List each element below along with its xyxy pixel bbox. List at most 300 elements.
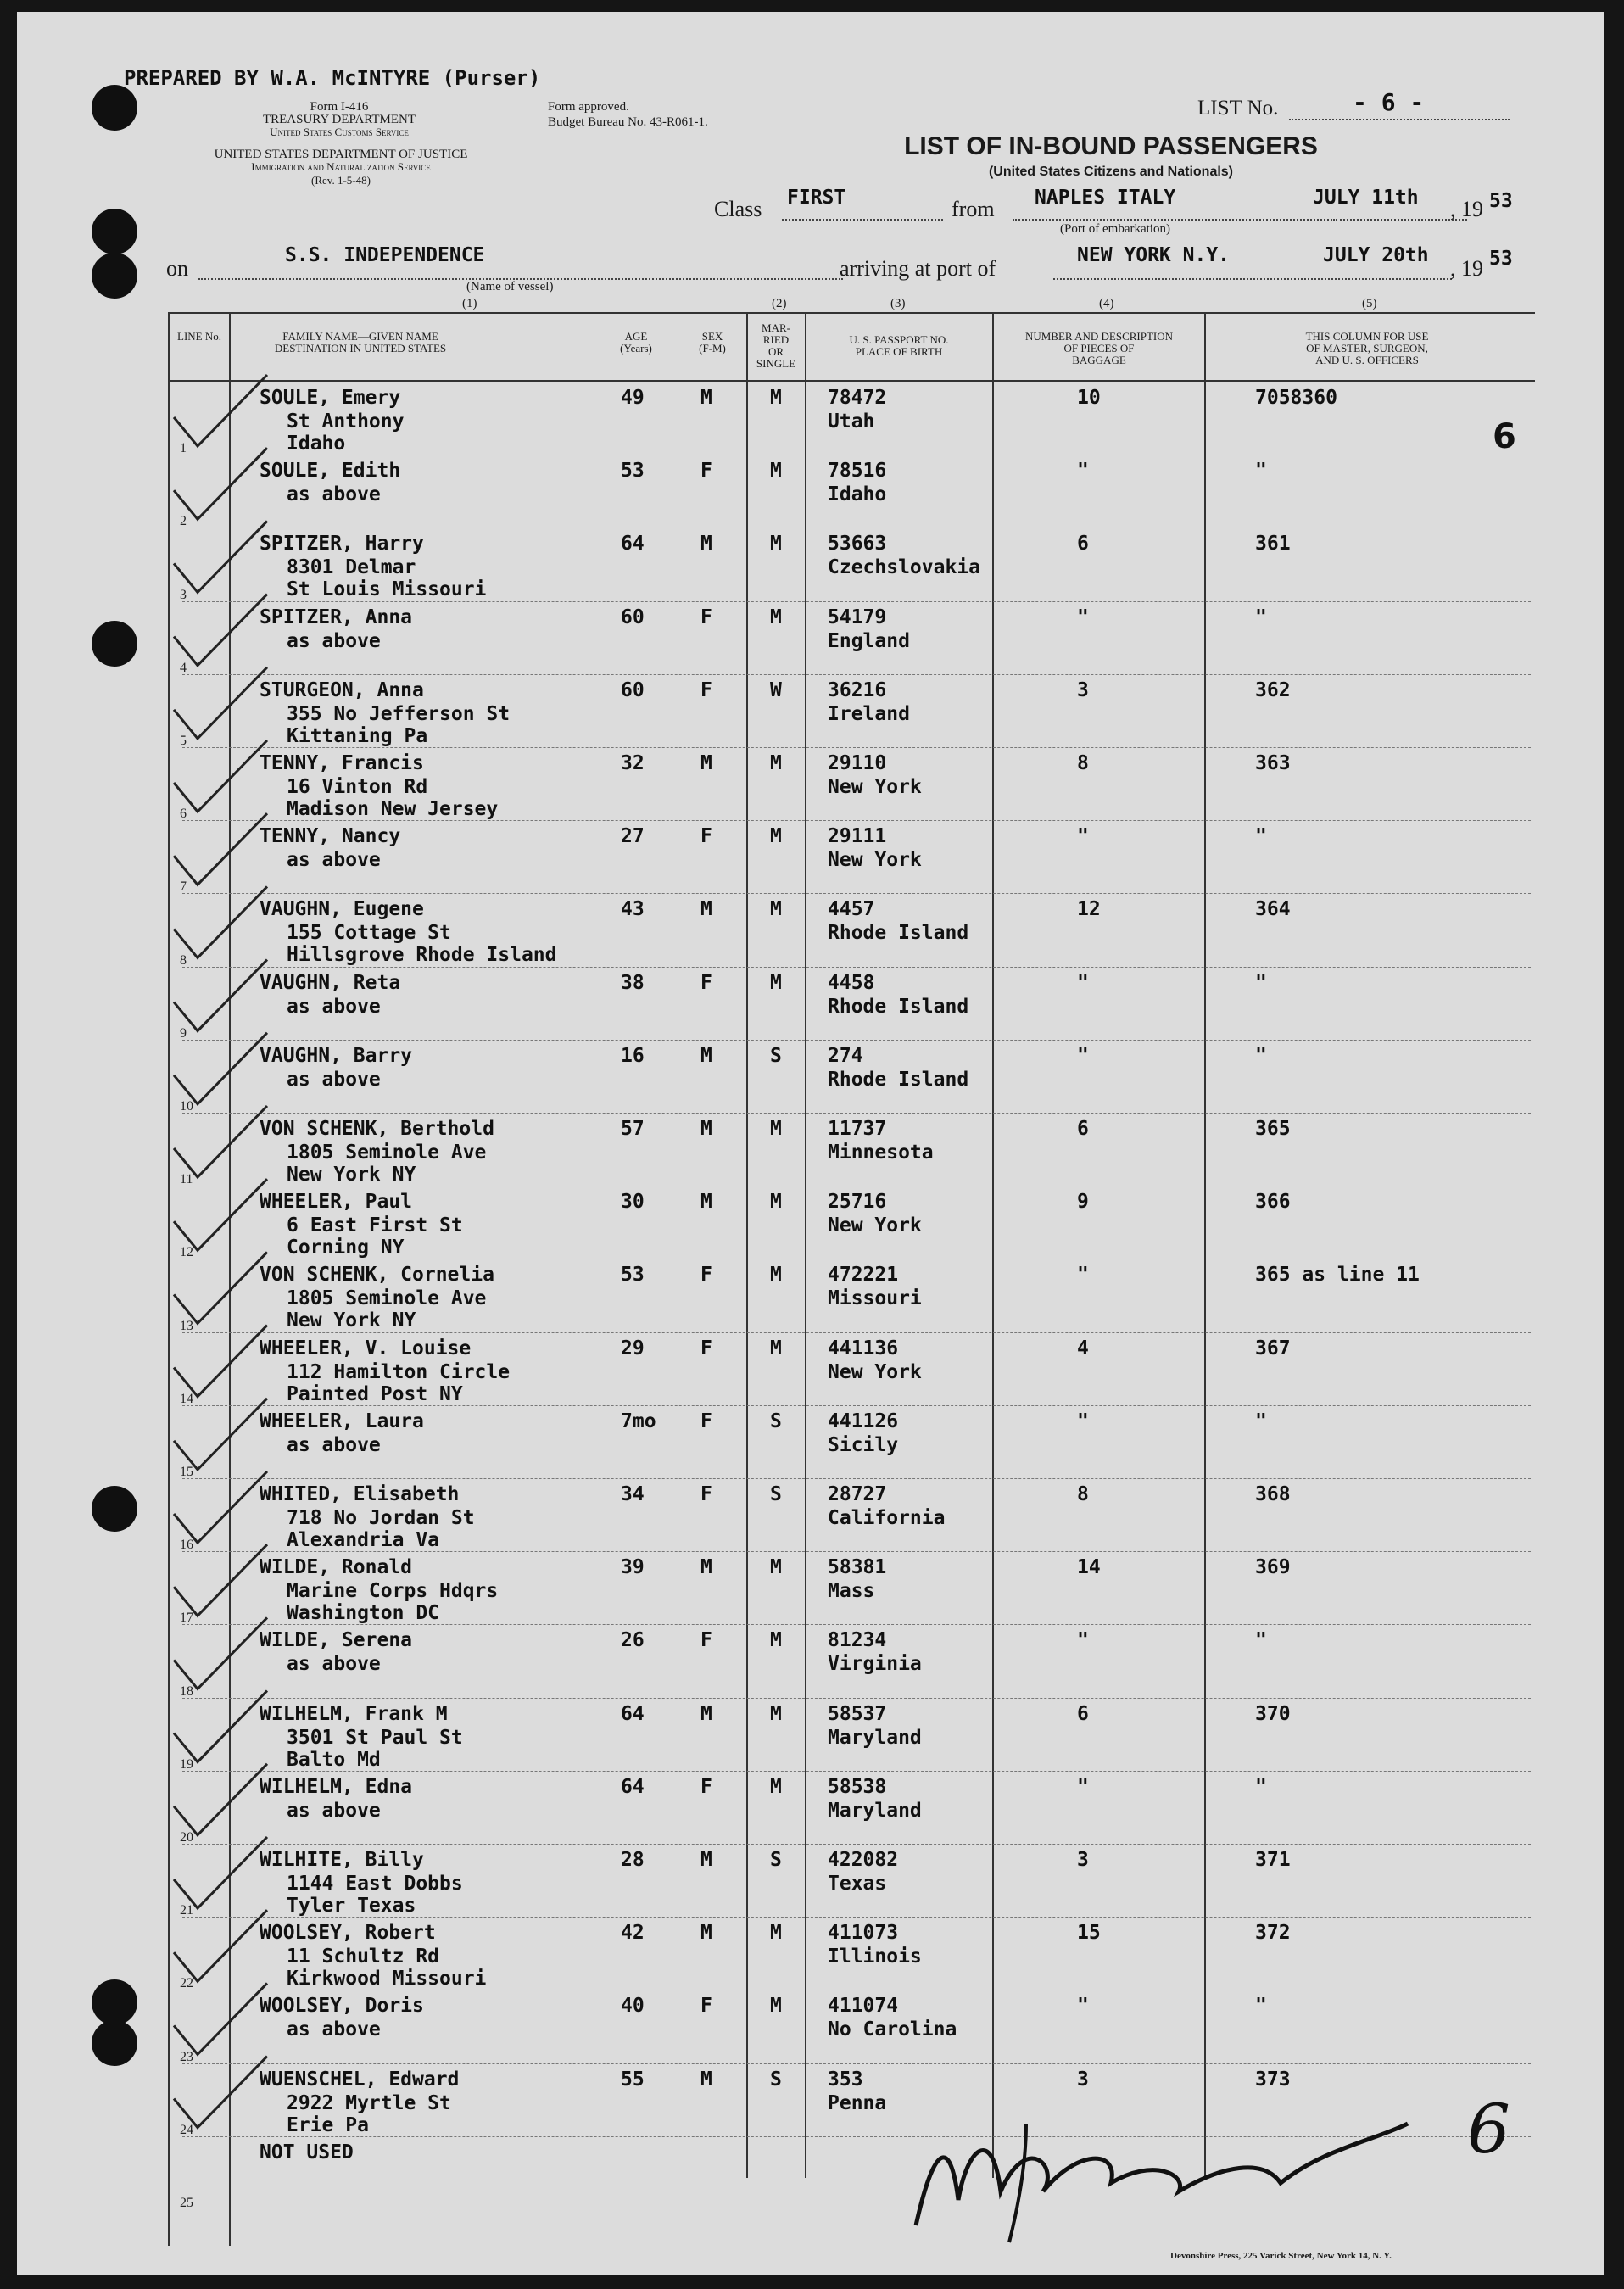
sex: M <box>700 1044 712 1067</box>
officer-column: 365 as line 11 <box>1255 1264 1420 1287</box>
col-num-5: (5) <box>1362 297 1377 310</box>
place-of-birth: Idaho <box>828 483 887 506</box>
passport-number: 58537 <box>828 1702 887 1725</box>
col-num-4: (4) <box>1099 297 1114 310</box>
officer-column: 368 <box>1255 1483 1291 1505</box>
passenger-name: NOT USED <box>260 2141 354 2163</box>
baggage-count: 10 <box>1077 387 1101 409</box>
passenger-name: WILDE, Serena <box>260 1629 413 1652</box>
passport-number: 81234 <box>828 1629 887 1652</box>
revision-date: (Rev. 1-5-48) <box>311 174 371 187</box>
destination-line-2: Kirkwood Missouri <box>287 1968 487 1990</box>
age: 30 <box>621 1191 645 1214</box>
destination-line-1: 155 Cottage St <box>287 922 451 945</box>
col-baggage-header: NUMBER AND DESCRIPTION OF PIECES OF BAGGAGE <box>1024 330 1174 366</box>
place-of-birth: Mass <box>828 1580 875 1603</box>
officer-column: 365 <box>1255 1118 1291 1140</box>
treasury-dept: TREASURY DEPARTMENT <box>262 113 416 126</box>
destination-line-2: Corning NY <box>287 1237 405 1259</box>
baggage-count: " <box>1077 460 1089 483</box>
line-number: 9 <box>180 1025 187 1041</box>
officer-column: " <box>1255 1775 1267 1798</box>
passenger-name: VAUGHN, Barry <box>260 1044 413 1067</box>
sex: F <box>700 1995 712 2018</box>
on-label: on <box>166 256 188 281</box>
age: 64 <box>621 533 645 556</box>
line-number: 15 <box>180 1464 193 1479</box>
check-mark <box>174 595 267 666</box>
officer-column: 370 <box>1255 1702 1291 1725</box>
baggage-count: 6 <box>1077 1118 1089 1140</box>
officer-column: " <box>1255 460 1267 483</box>
officer-column: 366 <box>1255 1191 1291 1214</box>
arrival-year-prefix: , 19 <box>1450 256 1483 281</box>
destination-line-1: 112 Hamilton Circle <box>287 1360 511 1383</box>
sex: F <box>700 1629 712 1652</box>
baggage-count: 15 <box>1077 1922 1101 1945</box>
sex: M <box>700 898 712 921</box>
check-mark <box>174 1326 267 1397</box>
arriving-label: arriving at port of <box>840 256 996 281</box>
destination-line-1: 1805 Seminole Ave <box>287 1287 487 1310</box>
passport-number: 4458 <box>828 971 875 994</box>
baggage-count: 8 <box>1077 752 1089 774</box>
destination-line-2: Kittaning Pa <box>287 724 428 747</box>
age: 7mo <box>621 1410 656 1432</box>
printer-imprint: Devonshire Press, 225 Varick Street, New York 14, N. Y. <box>1170 2251 1392 2261</box>
line-number: 3 <box>180 587 187 602</box>
sex: M <box>700 1849 712 1871</box>
baggage-count: " <box>1077 1775 1089 1798</box>
passenger-name: SPITZER, Anna <box>260 606 413 628</box>
baggage-count: " <box>1077 606 1089 628</box>
passport-number: 441136 <box>828 1337 899 1359</box>
passenger-name: TENNY, Francis <box>260 752 424 774</box>
baggage-count: 6 <box>1077 1702 1089 1725</box>
destination-line-2: Balto Md <box>287 1748 381 1771</box>
check-mark <box>174 1399 267 1470</box>
destination-line-1: 1805 Seminole Ave <box>287 1142 487 1164</box>
port-embarkation-label: (Port of embarkation) <box>1060 222 1170 236</box>
destination-line-2: Tyler Texas <box>287 1895 416 1917</box>
marital-status: M <box>770 825 782 848</box>
age: 55 <box>621 2068 645 2091</box>
destination-line-2: Hillsgrove Rhode Island <box>287 944 557 967</box>
destination-line-2: Erie Pa <box>287 2113 369 2136</box>
line-number: 10 <box>180 1098 193 1114</box>
destination-line-1: as above <box>287 995 381 1018</box>
age: 38 <box>621 971 645 994</box>
passport-number: 422082 <box>828 1849 899 1871</box>
age: 49 <box>621 387 645 409</box>
passport-number: 472221 <box>828 1264 899 1287</box>
page-subtitle: (United States Citizens and Nationals) <box>988 165 1234 179</box>
passport-number: 353 <box>828 2068 863 2091</box>
col-num-1: (1) <box>462 297 477 310</box>
officer-column: " <box>1255 1044 1267 1067</box>
line-number: 19 <box>180 1756 193 1772</box>
line-number: 20 <box>180 1829 193 1845</box>
sex: F <box>700 825 712 848</box>
passport-number: 78516 <box>828 460 887 483</box>
passport-number: 53663 <box>828 533 887 556</box>
age: 60 <box>621 678 645 701</box>
check-mark <box>174 1252 267 1323</box>
vessel-name: S.S. INDEPENDENCE <box>285 244 485 266</box>
destination-line-2: New York NY <box>287 1309 416 1332</box>
passport-number: 29111 <box>828 825 887 848</box>
age: 32 <box>621 752 645 774</box>
line-number: 25 <box>180 2195 193 2210</box>
line-number: 12 <box>180 1245 193 1260</box>
place-of-birth: Rhode Island <box>828 922 969 945</box>
age: 16 <box>621 1044 645 1067</box>
line-number: 18 <box>180 1683 193 1699</box>
age: 34 <box>621 1483 645 1505</box>
place-of-birth: Ireland <box>828 702 910 725</box>
check-mark <box>174 1910 267 1981</box>
check-mark <box>174 740 267 812</box>
passenger-name: TENNY, Nancy <box>260 825 401 848</box>
place-of-birth: Utah <box>828 410 875 433</box>
passenger-name: VON SCHENK, Cornelia <box>260 1264 494 1287</box>
depart-year-prefix: , 19 <box>1450 197 1483 221</box>
passport-number: 78472 <box>828 387 887 409</box>
age: 53 <box>621 460 645 483</box>
destination-line-1: as above <box>287 483 381 506</box>
baggage-count: 4 <box>1077 1337 1089 1359</box>
prepared-by: PREPARED BY W.A. McINTYRE (Purser) <box>124 66 541 90</box>
line-number: 24 <box>180 2122 193 2137</box>
passport-number: 11737 <box>828 1118 887 1140</box>
passenger-name: SOULE, Edith <box>260 460 401 483</box>
check-mark <box>174 2057 267 2128</box>
destination-line-2: Painted Post NY <box>287 1382 463 1405</box>
check-mark <box>174 375 267 446</box>
passenger-name: WHITED, Elisabeth <box>260 1483 460 1505</box>
line-number: 11 <box>180 1172 193 1187</box>
passenger-name: WILHELM, Edna <box>260 1775 413 1798</box>
sex: M <box>700 1556 712 1579</box>
sex: F <box>700 1264 712 1287</box>
marital-status: S <box>770 1849 782 1871</box>
marital-status: M <box>770 460 782 483</box>
form-approved: Form approved. <box>548 100 629 114</box>
check-mark <box>174 1033 267 1104</box>
check-mark <box>174 1617 267 1689</box>
ins-service: Immigration and Naturalization Service <box>251 160 431 173</box>
officer-column: 363 <box>1255 752 1291 774</box>
passenger-name: WHEELER, V. Louise <box>260 1337 472 1359</box>
destination-line-2: Alexandria Va <box>287 1529 440 1551</box>
place-of-birth: England <box>828 629 910 652</box>
passenger-name: WHEELER, Laura <box>260 1410 424 1432</box>
baggage-count: " <box>1077 1264 1089 1287</box>
col-married-header: MAR- RIED OR SINGLE <box>756 321 796 370</box>
handwritten-six: 6 <box>1467 2090 1510 2169</box>
line-number: 8 <box>180 952 187 968</box>
marital-status: S <box>770 1044 782 1067</box>
passenger-name: WILHELM, Frank M <box>260 1702 448 1725</box>
line-number: 17 <box>180 1611 193 1626</box>
officer-column: " <box>1255 606 1267 628</box>
col-officers-header: THIS COLUMN FOR USE OF MASTER, SURGEON, AND U. S. OFFICERS <box>1305 330 1429 366</box>
passenger-name: VON SCHENK, Berthold <box>260 1118 494 1140</box>
sex: F <box>700 1775 712 1798</box>
place-of-birth: Czechslovakia <box>828 556 981 579</box>
check-mark <box>174 521 267 592</box>
age: 43 <box>621 898 645 921</box>
destination-line-1: 11 Schultz Rd <box>287 1946 440 1968</box>
destination-line-2: New York NY <box>287 1164 416 1186</box>
baggage-count: 3 <box>1077 2068 1089 2091</box>
baggage-count: 6 <box>1077 533 1089 556</box>
marital-status: M <box>770 971 782 994</box>
marital-status: M <box>770 387 782 409</box>
arrival-port: NEW YORK N.Y. <box>1077 244 1231 266</box>
age: 39 <box>621 1556 645 1579</box>
check-mark <box>174 448 267 519</box>
place-of-birth: Rhode Island <box>828 1068 969 1091</box>
destination-line-1: Marine Corps Hdqrs <box>287 1580 499 1603</box>
officer-column: " <box>1255 1995 1267 2018</box>
baggage-count: " <box>1077 1044 1089 1067</box>
check-mark <box>174 960 267 1031</box>
check-mark <box>174 1691 267 1762</box>
baggage-count: " <box>1077 825 1089 848</box>
col-age-header: AGE (Years) <box>620 330 652 355</box>
check-mark <box>174 1106 267 1177</box>
destination-line-1: 2922 Myrtle St <box>287 2091 451 2114</box>
marital-status: M <box>770 752 782 774</box>
destination-line-1: as above <box>287 1068 381 1091</box>
line-number: 6 <box>180 807 187 822</box>
sex: M <box>700 752 712 774</box>
age: 27 <box>621 825 645 848</box>
passport-number: 25716 <box>828 1191 887 1214</box>
col-name-header: FAMILY NAME—GIVEN NAME DESTINATION IN UNITED STATES <box>274 330 447 355</box>
officer-column: 371 <box>1255 1849 1291 1871</box>
sex: F <box>700 1337 712 1359</box>
destination-line-1: 3501 St Paul St <box>287 1726 463 1749</box>
age: 42 <box>621 1922 645 1945</box>
line-number: 14 <box>180 1391 193 1406</box>
marital-status: M <box>770 1337 782 1359</box>
check-marks <box>17 12 1604 2275</box>
baggage-count: 9 <box>1077 1191 1089 1214</box>
passport-number: 29110 <box>828 752 887 774</box>
passport-number: 58381 <box>828 1556 887 1579</box>
destination-line-2: Idaho <box>287 433 346 455</box>
destination-line-2: St Louis Missouri <box>287 578 487 601</box>
col-num-3: (3) <box>890 297 906 310</box>
destination-line-1: as above <box>287 1653 381 1676</box>
marital-status: S <box>770 1483 782 1505</box>
line-number: 22 <box>180 1976 193 1991</box>
passenger-name: WILHITE, Billy <box>260 1849 424 1871</box>
destination-line-1: as above <box>287 2018 381 2041</box>
age: 64 <box>621 1702 645 1725</box>
baggage-count: 12 <box>1077 898 1101 921</box>
passenger-name: SPITZER, Harry <box>260 533 424 556</box>
destination-line-1: as above <box>287 849 381 872</box>
baggage-count: " <box>1077 1995 1089 2018</box>
age: 40 <box>621 1995 645 2018</box>
place-of-birth: Rhode Island <box>828 995 969 1018</box>
check-mark <box>174 886 267 957</box>
place-of-birth: Maryland <box>828 1726 922 1749</box>
officer-column: 362 <box>1255 678 1291 701</box>
arrival-year: 53 <box>1489 248 1513 270</box>
sex: M <box>700 1702 712 1725</box>
line-number: 1 <box>180 441 187 456</box>
list-no-value: - 6 - <box>1353 88 1425 116</box>
passport-number: 4457 <box>828 898 875 921</box>
line-number: 23 <box>180 2049 193 2064</box>
place-of-birth: Maryland <box>828 1799 922 1822</box>
line-number: 5 <box>180 733 187 748</box>
destination-line-2: Madison New Jersey <box>287 798 499 820</box>
place-of-birth: Texas <box>828 1873 887 1895</box>
vessel-name-label: (Name of vessel) <box>466 280 554 293</box>
passenger-name: STURGEON, Anna <box>260 678 424 701</box>
destination-line-1: 1144 East Dobbs <box>287 1873 463 1895</box>
baggage-count: " <box>1077 1410 1089 1432</box>
class-value: FIRST <box>787 187 846 209</box>
destination-line-1: as above <box>287 629 381 652</box>
marital-status: M <box>770 1922 782 1945</box>
line-number: 2 <box>180 514 187 529</box>
age: 57 <box>621 1118 645 1140</box>
marital-status: M <box>770 533 782 556</box>
check-mark <box>174 667 267 739</box>
passenger-name: VAUGHN, Reta <box>260 971 401 994</box>
sex: M <box>700 1118 712 1140</box>
check-mark <box>174 1837 267 1908</box>
baggage-count: 3 <box>1077 678 1089 701</box>
officer-column: " <box>1255 1410 1267 1432</box>
line-number: 13 <box>180 1318 193 1333</box>
place-of-birth: New York <box>828 776 922 798</box>
marital-status: M <box>770 1191 782 1214</box>
marital-status: M <box>770 1995 782 2018</box>
sex: F <box>700 678 712 701</box>
officer-column: 373 <box>1255 2068 1291 2091</box>
form-number: Form I-416 <box>310 100 369 114</box>
page-mark: 6 <box>1493 417 1516 456</box>
passenger-name: WILDE, Ronald <box>260 1556 413 1579</box>
sex: F <box>700 460 712 483</box>
check-mark <box>174 1179 267 1250</box>
line-number: 4 <box>180 660 187 675</box>
sex: F <box>700 971 712 994</box>
place-of-birth: Minnesota <box>828 1142 934 1164</box>
manifest-sheet <box>17 12 1604 2275</box>
class-label: Class <box>714 197 762 221</box>
place-of-birth: Sicily <box>828 1433 899 1456</box>
place-of-birth: Penna <box>828 2091 887 2114</box>
marital-status: M <box>770 1556 782 1579</box>
destination-line-1: 16 Vinton Rd <box>287 776 428 798</box>
baggage-count: 14 <box>1077 1556 1101 1579</box>
check-mark <box>174 1471 267 1543</box>
place-of-birth: New York <box>828 1214 922 1237</box>
age: 60 <box>621 606 645 628</box>
sex: M <box>700 533 712 556</box>
officer-column: " <box>1255 825 1267 848</box>
passport-number: 36216 <box>828 678 887 701</box>
passport-number: 441126 <box>828 1410 899 1432</box>
destination-line-1: St Anthony <box>287 410 405 433</box>
age: 64 <box>621 1775 645 1798</box>
age: 53 <box>621 1264 645 1287</box>
page-title: LIST OF IN-BOUND PASSENGERS <box>904 132 1318 160</box>
marital-status: M <box>770 1702 782 1725</box>
check-mark <box>174 1544 267 1616</box>
check-mark <box>174 1764 267 1835</box>
baggage-count: 8 <box>1077 1483 1089 1505</box>
from-value: NAPLES ITALY <box>1035 187 1176 209</box>
officer-column: 7058360 <box>1255 387 1337 409</box>
passenger-name: WUENSCHEL, Edward <box>260 2068 460 2091</box>
passport-number: 274 <box>828 1044 863 1067</box>
col-sex-header: SEX (F-M) <box>699 330 726 355</box>
sex: F <box>700 1410 712 1432</box>
passport-number: 411073 <box>828 1922 899 1945</box>
depart-year: 53 <box>1489 190 1513 212</box>
passport-number: 54179 <box>828 606 887 628</box>
from-label: from <box>952 197 995 221</box>
place-of-birth: No Carolina <box>828 2018 957 2041</box>
destination-line-1: 718 No Jordan St <box>287 1507 475 1529</box>
passenger-name: WHEELER, Paul <box>260 1191 413 1214</box>
marital-status: M <box>770 898 782 921</box>
sex: M <box>700 2068 712 2091</box>
destination-line-1: 8301 Delmar <box>287 556 416 579</box>
arrival-date: JULY 20th <box>1323 244 1429 266</box>
age: 26 <box>621 1629 645 1652</box>
marital-status: S <box>770 2068 782 2091</box>
col-num-2: (2) <box>772 297 787 310</box>
line-number: 16 <box>180 1538 193 1553</box>
destination-line-1: 355 No Jefferson St <box>287 702 511 725</box>
marital-status: S <box>770 1410 782 1432</box>
marital-status: M <box>770 1629 782 1652</box>
passport-number: 58538 <box>828 1775 887 1798</box>
sex: M <box>700 387 712 409</box>
officer-column: 361 <box>1255 533 1291 556</box>
age: 28 <box>621 1849 645 1871</box>
destination-line-2: Washington DC <box>287 1602 440 1625</box>
destination-line-1: as above <box>287 1433 381 1456</box>
place-of-birth: New York <box>828 1360 922 1383</box>
place-of-birth: Missouri <box>828 1287 922 1310</box>
officer-column: " <box>1255 1629 1267 1652</box>
marital-status: M <box>770 1264 782 1287</box>
marital-status: M <box>770 1118 782 1140</box>
customs-service: United States Customs Service <box>270 126 409 138</box>
col-passport-header: U. S. PASSPORT NO. PLACE OF BIRTH <box>849 333 949 358</box>
budget-bureau: Budget Bureau No. 43-R061-1. <box>548 115 708 129</box>
officer-column: 367 <box>1255 1337 1291 1359</box>
passenger-name: WOOLSEY, Doris <box>260 1995 424 2018</box>
depart-date: JULY 11th <box>1313 187 1419 209</box>
marital-status: M <box>770 1775 782 1798</box>
sex: M <box>700 1191 712 1214</box>
destination-line-1: 6 East First St <box>287 1214 463 1237</box>
marital-status: W <box>770 678 782 701</box>
officer-column: 369 <box>1255 1556 1291 1579</box>
